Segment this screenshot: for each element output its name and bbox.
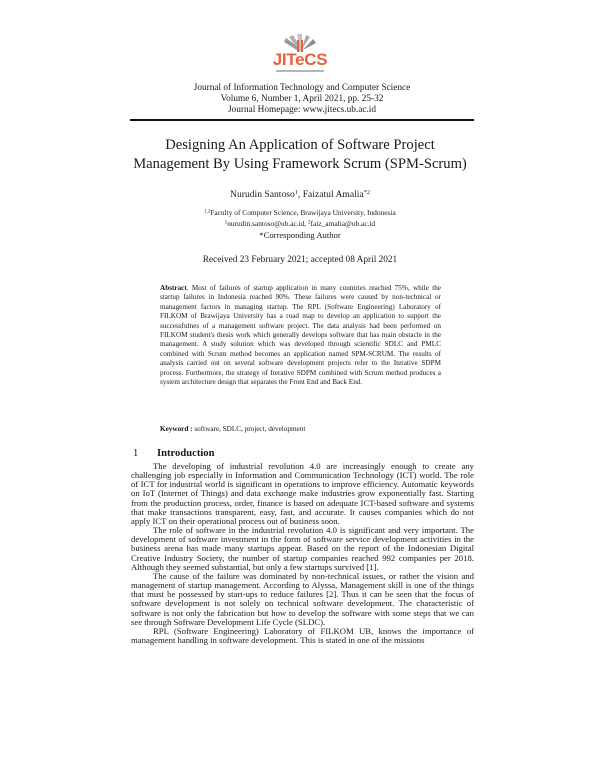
abstract xyxy=(160,284,441,387)
affiliation: $^{1,2}$Faculty of Computer Science, Brawijaya University, Indonesia xyxy=(204,208,396,217)
keywords-text: software, SDLC, project, development xyxy=(192,425,306,433)
keywords-label: Keyword : xyxy=(160,425,193,433)
abstract-text: . Most of failures of startup application in many countries reached 75%, while the startup failures in Indonesia reached 90%. These failures were caused by non-technical or management factors in managing startup. The RPL (Software Engineering) Laboratory of FILKOM of Brawijaya University has a road map to develop an application to support the successfulnes of a management software project. The data analysis had been performed on FILKOM student's thesis work which generally develops software that has main obstacle in the management. A study solution which was developed through scientific SDLC and PMLC combined with Scrum method becomes an application named SPM-SCRUM. The results of analysis carried out on several software development projects refer to the Iterative SDPM process. Furthermore, the strategy of Iterative SDPM combined with Scrum method produces a system architecture design that separates the Front End and Back End. xyxy=(160,284,441,387)
section-heading xyxy=(133,448,215,459)
title-line-1: Designing An Application of Software Project xyxy=(165,137,435,153)
author-name: Nurudin Santoso xyxy=(230,189,295,200)
journal-header xyxy=(130,83,474,116)
received-dates: Received 23 February 2021; accepted 08 April 2021 xyxy=(202,255,398,265)
keywords xyxy=(160,425,441,433)
journal-logo xyxy=(270,34,330,78)
journal-name: Journal of Information Technology and Computer Science xyxy=(193,83,411,93)
journal-volume: Volume 6, Number 1, April 2021, pp. 25-32 xyxy=(220,94,384,104)
section-title: Introduction xyxy=(157,448,215,459)
author-name: Faizatul Amalia xyxy=(302,189,364,200)
paragraph: RPL (Software Engineering) Laboratory of FILKOM UB, knows the importance of management handling in software development. This is stated in one of the missions xyxy=(131,625,474,645)
author-sup: *2 xyxy=(363,188,370,196)
section-body xyxy=(131,462,474,645)
title-line-2: Management By Using Framework Scrum (SPM-Scrum) xyxy=(133,156,467,172)
header-divider xyxy=(130,119,474,121)
author-sup: 1 xyxy=(294,188,298,196)
author-emails: $^1$nurudin.santoso@ub.ac.id, $^2$faiz_amalia@ub.ac.id xyxy=(224,219,376,228)
journal-homepage: Journal Homepage: www.jitecs.ub.ac.id xyxy=(227,105,377,115)
abstract-label: Abstract xyxy=(160,284,187,292)
affiliation-block xyxy=(150,207,450,229)
paragraph: The role of software in the industrial revolution 4.0 is significant and very important. The development of software investment in the form of software service development activities in the business arena has made many startups appear. Based on the report of the Indonesian Digital Creative Industry Society, the number of startup companies reached 992 companies per 2018. Although they seemed substantial, but only a few startups survived [1]. xyxy=(131,525,474,572)
section-number: 1 xyxy=(133,448,139,459)
logo-wordmark: JITeCS xyxy=(272,50,328,69)
paper-title xyxy=(110,136,490,174)
paragraph: The cause of the failure was dominated by non-technical issues, or rather the vision and management of startup management. According to Alyssa, Management skill is one of the things that must be possessed by start-ups to reduce failures [2]. Thus it can be seen that the focus of software development is not solely on technical software development. The characteristic of software is not only the fabrication but how to develop the software with some steps that we can see through Software Development Life Cycle (SLDC). xyxy=(131,570,474,627)
logo-tagline xyxy=(276,70,324,72)
corresponding-author: *Corresponding Author xyxy=(259,230,341,240)
email-link[interactable]: nurudin.santoso@ub.ac.id xyxy=(227,219,305,228)
email-link[interactable]: faiz_amalia@ub.ac.id xyxy=(310,219,376,228)
author-list xyxy=(150,189,450,200)
author-separator: , xyxy=(297,189,303,200)
paragraph: The developing of industrial revolution 4.0 are increasingly enough to create any challenging job especially in Information and Communication Technology (ICT) world. The role of ICT for industrial world is significant in operations to improve efficiency. Automatic keywords on IoT (Internet of Things) and data exchange make industries grow exponentially fast. Starting from the production process, order, finance is based on adequate ICT-based software and systems that make transactions transparent, easy, fast, and accurate. It causes companies which do not apply ICT on their operational process out of business soon. xyxy=(131,461,474,526)
